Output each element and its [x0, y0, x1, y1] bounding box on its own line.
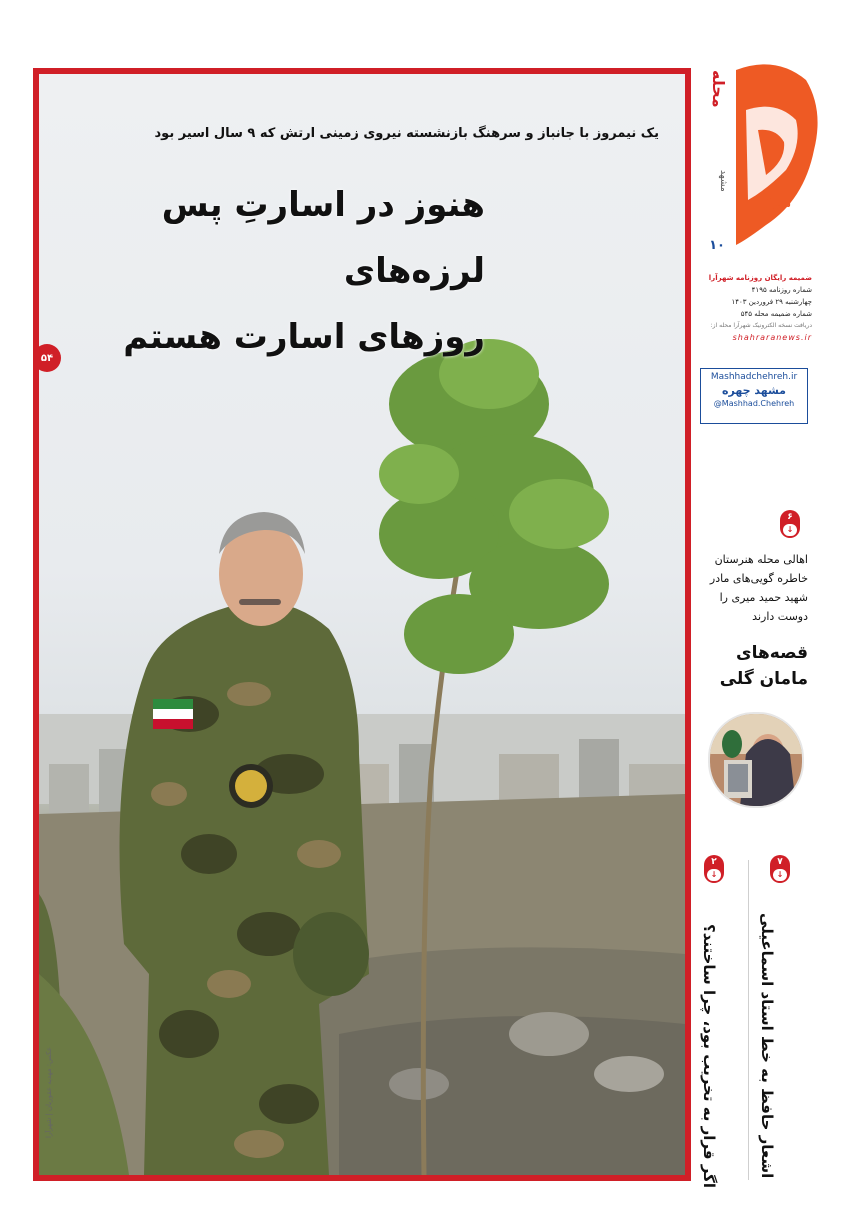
- story-title[interactable]: قصه‌های مامان گلی: [719, 643, 808, 689]
- social-brand: مشهد چهره: [722, 384, 786, 397]
- meta-line-4: شماره ضمیمه محله ۵۴۵: [740, 310, 812, 318]
- vertical-teaser-2[interactable]: اشعار حافظ به خط استاد اسماعیلی: [758, 912, 776, 1178]
- story-page-badge[interactable]: [780, 510, 800, 538]
- headline-line-2: روزهای اسارت هستم: [123, 317, 485, 357]
- masthead-logo: [706, 50, 820, 260]
- logo-text: شهرآرا: [759, 200, 791, 210]
- sidebar: [700, 40, 820, 1190]
- section-label: محله: [709, 70, 728, 108]
- vertical-teaser-2-page: ۷: [777, 857, 783, 867]
- issue-number: ۱۰: [709, 238, 725, 253]
- photo-credit: عکس: مهدیه عقوریان | شهرآرا: [45, 1047, 53, 1139]
- issue-meta: [700, 272, 812, 344]
- arrow-down-icon: ↓: [783, 524, 797, 536]
- social-handle[interactable]: @Mashhad.Chehreh: [713, 399, 795, 408]
- vertical-teaser-1-badge[interactable]: [704, 855, 724, 883]
- social-site[interactable]: Mashhadchehreh.ir: [710, 372, 798, 382]
- vertical-teaser-1[interactable]: اگر قرار به تخریب بود، چرا ساختند؟: [700, 924, 718, 1188]
- vertical-teaser-1-page: ۲: [711, 857, 717, 867]
- cover-headline: [45, 172, 485, 370]
- meta-line-1: ضمیمه رایگان روزنامه شهرآرا: [708, 274, 812, 282]
- cover-kicker: یک نیمروز با جانباز و سرهنگ بازنشسته نیروی زمینی ارتش که ۹ سال اسیر بود: [154, 126, 659, 141]
- edition-label: مشهد: [718, 170, 728, 192]
- vertical-teaser-2-badge[interactable]: [770, 855, 790, 883]
- story-teaser: اهالی محله هنرستان خاطره گویی‌های مادر شهید حمید میری را دوست دارند: [709, 553, 808, 623]
- meta-line-5: دریافت نسخه الکترونیک شهرآرا محله از:: [710, 322, 812, 329]
- cover-page-badge[interactable]: ۵۴: [33, 344, 61, 372]
- cover-photo-frame: [33, 68, 691, 1181]
- headline-line-1: هنوز در اسارتِ پس لرزه‌های: [161, 185, 485, 291]
- social-box[interactable]: [700, 368, 808, 424]
- story-portrait: [708, 712, 804, 808]
- arrow-down-icon: ↓: [707, 869, 721, 881]
- meta-line-2: شماره روزنامه ۴۱۹۵: [751, 286, 812, 294]
- meta-site-link[interactable]: shahraranews.ir: [732, 333, 812, 342]
- meta-line-3: چهارشنبه ۲۹ فروردین ۱۴۰۳: [731, 298, 812, 306]
- story-page-number: ۶: [787, 512, 793, 522]
- vertical-divider: [748, 860, 749, 1180]
- arrow-down-icon: ↓: [773, 869, 787, 881]
